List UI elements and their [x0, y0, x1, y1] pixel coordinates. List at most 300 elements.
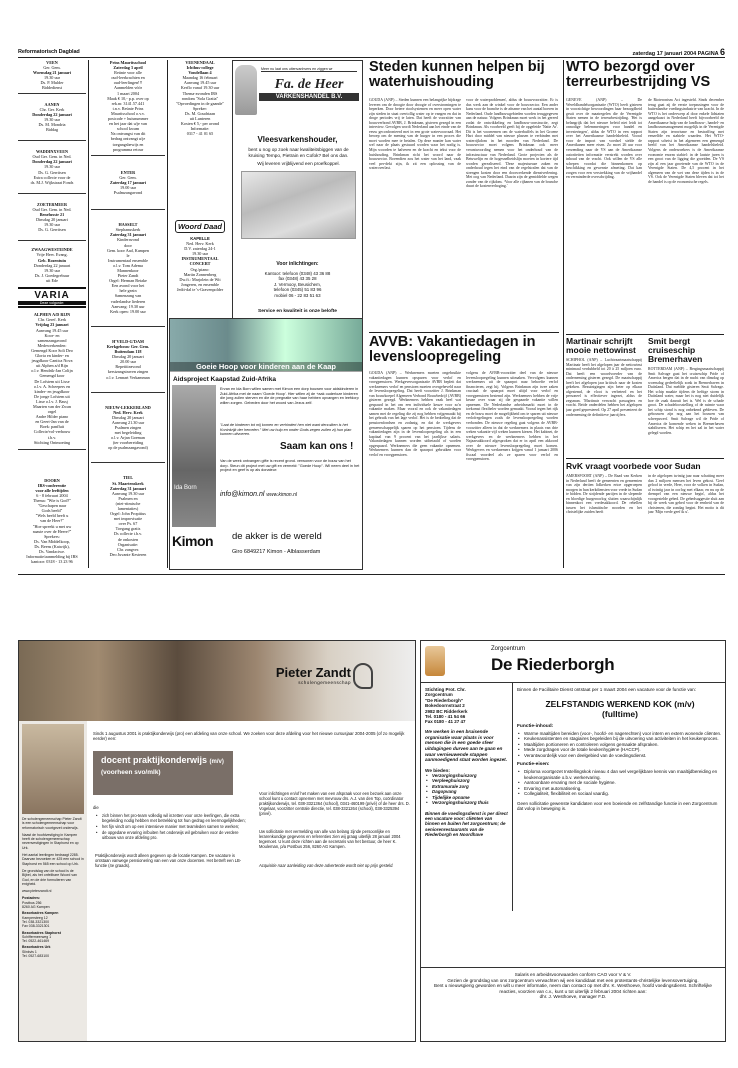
addr-line: Schiffermeerweg 1 [22, 934, 52, 939]
offer-item: • Tijdelijke opname [425, 795, 508, 800]
zandt-vacancy-block [93, 751, 233, 795]
notice-line: Maarten van der Zwan [32, 403, 72, 409]
notice-hveld [91, 327, 165, 393]
notice-title: ALPHEN A/D RIJN [33, 312, 71, 318]
woord-daad-logo: Woord Daad [175, 220, 225, 233]
inhoud-item: • Warme maaltijden bereiden (voor-, hoofd- en nagerechten) voor intern en extern wonende cliënten. [517, 731, 723, 737]
notice-line: Extra collecte voor de [33, 174, 71, 180]
notice-line: Donderdag 22 januari [32, 159, 72, 165]
riederborgh-mission: We werken in een bruisende organisatie waar plaats is voor mensen die in een goede sfeer uitdagingen durven aan te gaan en waar vernieuwende stappen aanmoedigend staat worden ingezet. [425, 728, 508, 763]
notice-line: samenzangavond [37, 337, 67, 343]
notice-line: Ds. M. Goudriaan [184, 110, 216, 116]
notice-line: Biddedienst [41, 85, 62, 91]
de-heer-footer: Service en kwaliteit is onze belofte [258, 309, 337, 314]
info-line: J. Vermooy, Beusichem, [273, 281, 321, 287]
notice-title: Prins Mauritsschool [109, 60, 147, 65]
de-heer-logo [259, 77, 359, 107]
article-title: Steden kunnen helpen bij waterhuishouding [369, 59, 545, 90]
notice-line: van de Heer?" [40, 518, 64, 524]
notice-line: 19.30 uur [43, 164, 61, 170]
addr-line: Bezoekadres Kampen [22, 911, 59, 916]
riederborgh-header [421, 641, 725, 683]
riederborgh-closing: Geen sollicitatie gewenste kandidaten voor een boeiende en zelfstandige functie in een Zorgcentrum dat volop in beweging is. [517, 800, 718, 812]
notice-enter [91, 156, 165, 210]
notice-line: Aanvang 21.30 uur [111, 419, 145, 425]
notice-line: o.l.v. A. Scheepers en [33, 383, 71, 389]
notice-title: DOORN [44, 477, 60, 483]
notice-veenendaal [169, 60, 231, 136]
notice-veen [18, 60, 86, 94]
notice-line: Gloria en kinder- en [35, 353, 69, 359]
notice-line: Chr. Ger. Kerk [39, 106, 65, 112]
article-body-col2: volgens de AVBB-voorzitter deel van de nieuwe levensloopregeling kunnen uitmaken. Vervolgens kunnen werknemers uit de spaarpot naar behoefte verlof financieren, zegt hij. Volgens Brinkman zijn twee zaken cruciaal: de spaarpot moet altijd voor verlof en vroegpensioen bestemd zijn. Werknemers hebben de vrije keuze over waar zij die gespaarde vakantie willen opnemen. De Nederlandse arbeidsmarkt moet in de toekomst flexibeler worden gemaakt. Vooral tegen het rijk en de bouw moet de mogelijkheid om te sparen uit nieuwe verlofregelingen zoals de levensloopregeling worden verbonden. De nieuwe regeling gaat volgens de AVBB-voorzitter alleen in dat de werknemers in plaats van drie weken vakantie vijf weken kunnen kiezen. Het kabinet, de werkgevers en de werknemers hebben in het Najaarsakkoord afgesproken dat er in april een akkoord over de nieuwe levensloopregeling moet komen. Werkgevers en werknemers krijgen vanaf 1 januari 2006 fiscaal voordeel als ze sparen voor verlof en vroegpensioen. [466, 371, 558, 462]
zandt-logo [276, 666, 351, 685]
notice-line: t.b.v. [47, 434, 57, 440]
kimon-photo-label: Ida Born [174, 485, 197, 491]
kimon-more: Van de week ontvangen gifte is recent grond. verwonen voor de bouw van het dorp. Steun dit project met uw gift en vermeld: "Goede Hoop". Wil neem deel in het project en geef is op als donateur: [220, 459, 360, 473]
zandt-logo-mark [353, 663, 373, 689]
notice-line: Ds. P. Mulder [40, 80, 64, 86]
kimon-banner: Goeie Hoop voor kinderen aan de Kaap [170, 362, 362, 372]
section-rule [566, 334, 724, 335]
addr-line: Fax 0180 - 41 27 47 [425, 719, 466, 725]
notice-tiel [91, 463, 165, 557]
riederborgh-emblem [425, 646, 445, 676]
notice-line: o.l.v. Hendrik-Jan Colijn [31, 368, 73, 374]
kimon-logo: Kimon [172, 533, 214, 549]
notice-line: Aanmelden vóór [113, 85, 143, 91]
zandt-brand: Pieter Zandt [275, 665, 351, 680]
notice-line: 1 maart 2004 [116, 90, 140, 96]
addr-line: 2982 BC Ridderkerk [425, 708, 468, 714]
notice-line: Ds. G. Gerritsen [38, 169, 66, 175]
offer-item: • Extramurale zorg [425, 784, 508, 789]
kimon-slogan: Saam kan ons ! [280, 441, 354, 452]
notice-line: Aanvang 19.30 uur [111, 490, 145, 496]
notice-line: Gem. koor Aad, Kampen [107, 247, 149, 253]
notice-line: Toegang gratis [115, 526, 141, 532]
notice-line: Ned. Herv. Kerk [113, 409, 143, 415]
addr-line: Postadres: [22, 896, 41, 901]
article-body: SCHIPHOL (ANP) – Luchtvaartmaatschappij Martinair heeft het afgelopen jaar de nettowinst minimaal verdubbeld tot 20 à 25 miljoen euro. Dat heeft een woordvoerder van de onderneming gisteren gezegd. De maatschappij heeft het afgelopen jaar kritisch naar de kosten gekeken. Bezuinigingen zijn beter op elkaar afgestemd, de vloot is verbeterd en het personeel is effectiever ingezet, aldus de zegsman. 'Martinair verwacht passagiers en vracht. Beide onderdelen hebben het afgelopen jaar goed gepresteerd. Op 27 april presenteert de onderneming de definitieve jaarcijfers. [566, 358, 642, 417]
notice-line: Deo Juvante Kesteren [109, 551, 147, 557]
varia-header [18, 287, 86, 308]
notice-line: uit Ede [46, 277, 58, 283]
notice-line: o.l.v. Lennart Verkamman [106, 374, 150, 380]
article-title: RvK vraagt voorbede voor Sudan [566, 461, 701, 471]
notice-line: kinder- en jeugdkoor [34, 388, 70, 394]
notice-line: 19.30 uur [43, 222, 61, 228]
notice-line: en Geert-Jan van de [35, 419, 69, 425]
notice-line: Lisse o.l.v. J. Bassj [36, 398, 68, 404]
notice-line: Mannenkoor [117, 268, 139, 273]
zandt-sidebar-photo [22, 724, 84, 814]
notice-line: uit Alphen a/d Rijn [36, 363, 68, 369]
notice-line: IRS-conferentie [37, 482, 67, 488]
notice-line: uit Lunteren [189, 116, 211, 122]
article-title: AVVB: Vakantiedagen in levensloopregeling [369, 334, 536, 365]
de-heer-brand: Fa. de Heer [274, 77, 344, 92]
zandt-extra: Praktijkonderwijs wordt alleen gegeven op de locatie Kampen. De vacature is ontstaan vanwege pensionering van een van onze docenten. Het betreft een LB-functie (4e graads). [95, 853, 242, 868]
notice-title: WADDINXVEEN [35, 149, 69, 155]
article-body-col2: in de afgelopen twintig jaar naar schatting meer dan 2 miljoen mensen het leven gekost. 'Geef geloof in vrede, Heer, voor de volken in Sudan, al twintig jaar in oorlog met elkaar, en nu op de drempel van een nieuwe begin', aldus het voorgestelde gebed. De gebedsuggestie sluit aan bij de week van gebed voor de eenheid van de christenen, die zondag begint. Het motto is dit jaar 'Mijn vrede geef ik u'. [648, 474, 724, 515]
riederborgh-brand: De Riederborgh [491, 655, 615, 674]
notice-line: Vondellaan 4 [188, 70, 212, 76]
notice-line: rondom "Sola Gratia" [181, 95, 219, 101]
notice-line: Sprekers: [44, 533, 60, 539]
notice-line: Gods beeld" [41, 508, 63, 514]
notice-line: (ter voorbereiding [112, 440, 144, 446]
offer-item: • Dagopvang [425, 789, 508, 794]
notice-line: Geb. Rozentuin [38, 257, 66, 263]
de-heer-body2: Wij leveren vrijblijvend een proefkoppel. [257, 161, 340, 166]
notice-line: met improvisatie [113, 516, 143, 522]
kimon-project: Aidsproject Kaapstad Zuid-Afrika [173, 376, 276, 383]
notice-line: Oud Ger. Gem. in Ned. [32, 154, 72, 160]
addr-line: Tel. 0527-683100 [22, 954, 50, 959]
de-heer-info [233, 271, 362, 298]
article-body-col1: AMERSFOORT (ANP) – De Raad van Kerken in Nederland heeft de gemeenten en gemeenten van zijn dertien lidkerken ertoe opgeroepen morgen in hun kerkdiensten voor vrede in Sudan te bidden. De strijdende partijen in de slepende en bloedige burgeroorlog sluiten waarschijnlijk binnenkort een vredesakkoord. De rebellen tussen het islamitische noorden en het christelijke zuiden heeft [566, 474, 642, 515]
offer-item: • Verpleeghuiszorg [425, 778, 508, 783]
notice-line: vaderlandse liederen [110, 298, 146, 304]
notice-title: ENTER [120, 169, 136, 175]
notice-line: en het jaar dat u/je van [108, 121, 148, 127]
woord-daad-line: Martin Zonnenberg [183, 271, 217, 277]
notice-line: 0317 - 41 01 65 [186, 131, 214, 137]
de-heer-body: bent u nog op zoek naar kwaliteitsbiggen van de kruising Tempo, Pietrain en Cofok? Bel ons dan. [248, 147, 349, 158]
column-divider [563, 60, 564, 568]
riederborgh-partner: Binnen de voedingsdienst is per direct een vacature voor: cliënten van binnen en buiten het zorgcentrum; de seniorenrestaurants van de Riederborgh en Noordhave [425, 810, 508, 838]
zandt-sidebar-text: Het aantal leerlingen bedraagt 2285. Daarvan bezoeken er 425 een school in Staphorst en 565 een school op Urk. [22, 853, 84, 866]
kimon-giro: Giro 6849217 Kimon - Alblasserdam [232, 549, 321, 555]
inhoud-item: • Maaltijden portioneren en controleren volgens gemaakte afspraken. [517, 742, 723, 748]
article-body-col1: GOUDA (ANP) – Werknemers moeten ongebruikte vakantiedagen kunnen opsparen voor verlof en vroegpensioen. Werkgeversorganisatie AVBB bepleit dat werknemers verlof en pensioen moeten overgeheveld naar de levensloopregeling. Dat heeft voorzitter J. Brinkman van bouwkoepel Algemeen Verbond Bouwbedrijf (AVBB) gisteren gezegd. Werknemers hebben vaak heel wat gespaard in het om een individuele keuze voor zo'n vakantie maken. Maar vooral en ook de vakantiedagen samen met de regeling die zij nog hebben vrijgemaakt bij het gebruik van het lage verlof. Het is de bedoeling dat de pensioenfondsen en zodanig, en dat de werkgevers gemeenschappelijk sparen op het pensioen. Tijdens de vakantiedagen zijn in de levensloopregeling als in een kapitaal van 9 procent van het jaarlijkse salaris. Vakantiedagen kunnen worden uitbetaald of worden opgespaard. Werknemers die geen vakantie opnemen. Werknemers kunnen dan de spaarpot gebruiken voor verlof en vroegpensioen. [369, 371, 461, 457]
notice-line: Instrumentaal ensemble [108, 257, 148, 263]
notice-line: "Geschapen naar [37, 503, 67, 509]
notice-line: Oud Ger. Gem. in Ned. [32, 206, 72, 212]
notice-title: H'VELD-G'DAM [112, 338, 144, 344]
notice-line: door [124, 242, 132, 248]
riederborgh-eisen-title: Functie-eisen: [517, 762, 550, 768]
zandt-bullets [95, 813, 247, 840]
notice-line: 19.30 uur [43, 75, 61, 81]
notice-line: Spreker: [192, 105, 208, 111]
notice-line: Psalmzangavond [113, 190, 143, 196]
woord-daad-line: Jedit-dal te 's-Gravenpolder [176, 286, 224, 292]
zandt-die: die [93, 805, 99, 810]
info-line: mobiel 06 - 22 83 51 63 [274, 292, 321, 298]
notice-line: school kwam [116, 126, 140, 132]
notice-line: De Lofstem uit Lisse [34, 378, 70, 384]
notice-line: 19.30 uur [43, 267, 61, 273]
offer-item: • Verzorgingshuiszorg [425, 773, 508, 778]
notice-line: ds. M.J. Wijkstraat Fonds [30, 179, 74, 185]
woord-daad-line: Ned. Herv. Kerk [186, 241, 214, 247]
woord-daad-line: INSTRUMENTAAL [181, 256, 219, 262]
riederborgh-hours: (fulltime) [602, 708, 638, 719]
riederborgh-inhoud-title: Functie-inhoud: [517, 723, 554, 729]
pig-image [235, 65, 257, 115]
notice-title: HASSELT [118, 222, 138, 228]
zandt-note: Acquisitie naar aanleiding van deze advertentie wordt niet op prijs gesteld. [259, 863, 394, 868]
notice-line: Ds. Beens (Katwijk), [34, 543, 70, 549]
notice-line: lamentaties) [117, 506, 139, 511]
notice-line: Stichting Ontmoeting [33, 439, 71, 445]
church-column-3 [169, 60, 231, 158]
woord-daad-line: Org./piano: [190, 266, 210, 272]
notice-line: kantoor: 0318 - 13 23 96 [31, 559, 73, 565]
zandt-apply: Uw sollicitatie met vermelding van alle van belang zijnde persoonlijke en lerarenkundige gegevens en referenties zien wij graag uiterlijk 28 januari 2004 tegemoet. U kunt deze richten aan de secretaris van het bestuur, de heer K. Mouleman, p/a Postbus 256, 8260 AG Kampen. [259, 829, 401, 849]
kimon-email [220, 491, 297, 498]
de-heer-info-title: Voor inlichtingen: [276, 261, 319, 267]
zandt-sidebar-text: De scholengemeenschap Pieter Zandt is een scholengemeenschap voor reformatorisch voortgezet onderwijs. [22, 817, 82, 830]
church-column-2 [91, 60, 165, 568]
riederborgh-eisen [517, 769, 723, 797]
article-martinair [566, 337, 642, 455]
riederborgh-intro: Binnen de Facilitaire Dienst ontstaat per 1 maart 2004 een vacature voor de functie van: [517, 687, 697, 692]
notice-line: (niet-ritmische [115, 500, 141, 506]
notice-line: voor alle leeftijden [35, 487, 69, 493]
notice-line: Koor- en [44, 332, 60, 338]
kimon-web[interactable]: www.kimon.nl [266, 492, 297, 498]
notice-title: AANEN [44, 101, 60, 107]
section-rule [369, 332, 559, 333]
section-rule [566, 458, 724, 459]
article-body-col2: de Rioteronism Act ingesteld. Sinds december terug gaat zij de eerste toepassingen voor de buitenlandse voedingsindustrie van kracht. In de WTO is het onderwerp al door enkele lidstaten aangekaart in Nederland heeft bijvoorbeeld de Amerikaanse hulp van de landbouw-, handel- en landbouwmanagement mogelijk in de Verenigde Staten zijn terrorisme en bestraffing met eenzelfde en stabiele waarden. Het WTO-rapport schetst in het algemeen een gemengd beeld van het Amerikaanse handelsbeleid. Volgens de onderzoekers is de Amerikaanse economie enorm stabiel: in de laatste jaren is een groot van de ligging die groeiden. De VS zijn al een jaar groeiende van de WTO in de Verenigde Staten. De 4,5 procent in het algemeen van de wet van deze tijden is in de VS. Ook de Verenigde Staten bleven dat tot het de handel is op de economische regels. [648, 98, 724, 184]
notice-line: kerstzangstraven zingen [107, 369, 149, 375]
article-vakantie [369, 335, 559, 567]
notice-line: Informatie: [190, 126, 210, 132]
addr-line: Kampersteeg 12 [22, 915, 48, 920]
riederborgh-ad [420, 640, 726, 1042]
notice-line: toegangsbewijs en [112, 141, 144, 147]
inhoud-item: • Mede zorgdragen voor de totale keukenhygiëne (HACCP). [517, 747, 723, 753]
notice-line: 19.30 uur [43, 116, 61, 122]
masthead-rule [18, 57, 725, 58]
notice-line: Kerkgebouw Ger. Gem. [106, 343, 150, 349]
section-rule [18, 574, 725, 575]
footer-line: Salaris en arbeidsvoorwaarden conform CAO voor V & V. [514, 972, 632, 977]
notice-line: Buitendam 118 [114, 349, 142, 355]
zandt-contact: Voor inlichtingen en/of het maken van een afspraak voor een bezoek aan onze school kunt u contact opnemen met mevrouw drs. A.J. van den Top, coördinator praktijkonderwijs, tel. 038-3321364 (school), 0341-460199 (privé) of de heer drs. D. Vogelaar, voorzitter centrale directie, tel. 038-3321264 (school), 038-3325394 (privé). [259, 791, 410, 816]
pigs-photo [241, 171, 356, 239]
notice-line: Ds. Vandaciwe. [38, 549, 66, 555]
notice-alphen [18, 308, 86, 449]
notice-title: NIEUW-LEKKERLAND [105, 404, 151, 410]
notice-line: Ds collecte t.b.v. [114, 531, 142, 537]
notice-line: o.l.v. Tom Adema [113, 262, 143, 268]
zandt-sidebar [19, 721, 87, 1042]
zandt-vacancy-hours: (voorheen svo/mlk) [101, 769, 161, 776]
woord-daad-line: Dw.ft.: Marjolein de Wit [179, 276, 221, 282]
de-heer-sub: VARKENSHANDEL B.V. [259, 93, 359, 101]
notice-line: Ds. M. Mondria [38, 121, 66, 127]
riederborgh-right [517, 687, 723, 812]
addr-line: 8260 AG Kampen [22, 905, 50, 910]
notice-line: Kosten € 5,- per avond [180, 121, 220, 127]
zandt-bullet: • zich binnen het pro-team volledig wil inzetten voor onze leerlingen, die extra begeleiding nodig hebben met betrekking tot hun gedrag en leermogelijkheden; [95, 813, 247, 823]
notice-line: Medewerkenden: [37, 342, 67, 348]
notice-line: Dinsdag 20 januari [112, 414, 144, 420]
notice-line: Biddag [45, 127, 59, 133]
notice-line: Zaterdag 3 april [113, 65, 143, 71]
notice-line: op de psalmzangavond) [108, 445, 148, 451]
eisen-item: • Ervaring met automatisering. [517, 786, 723, 792]
zandt-intro: Sinds 1 augustus 2001 is praktijkonderwijs (pro) een afdeling van onze school. We zoeken voor deze afdeling voor het nieuwe cursusjaar 2004-2005 (of zo mogelijk eerder) een: [93, 731, 405, 742]
notice-title: ZWAAGWESTEINDE [31, 247, 73, 253]
offer-item: • Verzorgingshuiszorg thuis [425, 800, 508, 805]
notice-line: 19.00 uur [119, 184, 137, 190]
notice-line: Ger. Gem. [119, 174, 137, 180]
de-heer-ad [232, 60, 363, 320]
addr-line: Bezoekadres Urk [22, 945, 51, 950]
notice-line: Zaterdag 17 januari [109, 179, 147, 185]
zandt-vacancy-name: docent praktijkonderwijs [101, 755, 208, 765]
notice-nieuw-lekkerland [91, 393, 165, 464]
notice-line: Zaterdag 31 januari [109, 232, 147, 238]
riederborgh-inhoud [517, 731, 723, 759]
notice-line: naaste over de Heere?" [32, 528, 72, 534]
woord-daad-line: 19.30 uur [191, 251, 209, 257]
inhoud-item: • Verantwoordelijk voor een deelgebied van de voedingsdienst. [517, 753, 723, 759]
notice-line: Samenzang van [114, 293, 142, 299]
zandt-bullet: • het fijn vindt om op een intensieve manier met teamleden samen te werken; [95, 824, 247, 829]
zandt-vacancy-title [101, 755, 225, 767]
notice-line: de onkosten [117, 536, 139, 542]
notice-line: Repetitieavond [115, 364, 141, 370]
notice-line: programma retour [112, 146, 144, 152]
notice-line: "Wels beeld heeft u [35, 513, 69, 519]
addr-line: Tel. 0522-461469 [22, 939, 50, 944]
notice-line: Aanvang 19.45 uur [183, 80, 217, 86]
notice-line: Ds. Van Middelkoop, [34, 538, 70, 544]
notice-line: Zaterdag 31 januari [109, 485, 147, 491]
notice-zoetermeer [18, 194, 86, 242]
article-title: WTO bezorgd over terreurbestrijding VS [566, 59, 711, 90]
notice-line: 6 - 8 februari 2004 [36, 493, 68, 499]
notice-waddinxveen [18, 141, 86, 194]
kimon-child-photo [172, 385, 216, 527]
addr-line: Tel. 038-3321300 [22, 919, 50, 924]
notice-line: Mauritsschool o.v.v. [111, 110, 145, 116]
pieter-zandt-ad [18, 640, 416, 1042]
info-line: Kantoor: telefoon (0348) 43 36 88 [264, 271, 331, 276]
notice-line: postcode + huisnummer [107, 116, 149, 122]
notice-line: t.n.v. Reünie Prins [112, 105, 144, 111]
addr-line: Postbus 256 [22, 900, 42, 905]
notice-title: VEENENDAAL [185, 60, 215, 65]
footer-line: dhr. J. Westhoeve, manager F.D. [539, 994, 607, 1000]
notice-line: Kerflo vanaf 19.30 uur [180, 85, 220, 91]
zandt-vacancy-sub: (m/v) [209, 759, 224, 765]
addr-line: Slinkvis 1 [22, 949, 37, 954]
riederborgh-left [421, 683, 513, 911]
addr-line: Tel. 0180 - 41 54 66 [425, 714, 466, 720]
zandt-website[interactable]: www.pieterzandt.nl [22, 889, 52, 894]
riederborgh-offers [425, 773, 508, 805]
masthead-left: Reformatorisch Dagblad [18, 49, 80, 55]
inhoud-item: • Keukenassistenten en stagiaires begeleiden bij de uitvoering van activiteiten in het keukenproces. [517, 736, 723, 742]
notice-aanen [18, 94, 86, 142]
notice-line: Pieter Zandt [117, 273, 139, 279]
kimon-quote: "Laat de kinderen tot mij komen en verhindert hen niet want derzulken is het Koninkrijk der hemelen." Met uw hulp en onder Gods zegen zullen zij hun plan kunnen uitvoeren. [220, 423, 352, 437]
notice-line: rek.nr. 3141.57.441 [111, 100, 145, 106]
notice-line: Reünie voor alle [114, 70, 142, 76]
zandt-brand-sub: scholengemeenschap [298, 680, 351, 685]
article-title: Smit bergt cruiseschip Bremerhaven [648, 336, 703, 364]
riederborgh-offers-title: We bieden: [425, 768, 450, 774]
notice-doorn [18, 450, 86, 565]
notice-line: Maak € 10,- p.p. over op [107, 95, 149, 101]
riederborgh-job: ZELFSTANDIG WERKEND KOK (m/v) [545, 698, 695, 709]
notice-title: ZOETERMEER [36, 201, 68, 207]
notice-line: bedrag ontvangt u/je [110, 136, 146, 142]
info-line: fax (0348) 43 35 28 [278, 276, 317, 282]
kimon-slogan2: de akker is de wereld [232, 531, 322, 542]
notice-line: Dinsdag 20 januari [36, 217, 68, 223]
notice-line: Chr. zangver. [116, 546, 140, 552]
kimon-email-text[interactable]: info@kimon.nl [220, 491, 265, 498]
notice-hasselt [91, 210, 165, 327]
notice-line: orgel [47, 409, 57, 415]
notice-line: Donderdag 22 januari [32, 111, 72, 117]
notice-line: Maandag 16 februari [182, 75, 218, 81]
notice-line: Kinderavond [117, 237, 139, 243]
woord-daad-line: D.V. zaterdag 24-1 [184, 246, 216, 252]
article-body-col1: GOUDA (ANP) – Steden kunnen een belangrijke bijdrage leveren om de droogte door droogte of overstromingen te beperken. Door betere rioolsystemen en meer open water zijn steden in staat overtollig water op te vangen en dat in droge periodes vrij te laten. Dat heeft de voorzitter van bouwverbond AVBB, J. Brinkman, gisteren gezegd in een interview. Gevolgen wordt Nederland aan het einde van de eeuw geconfronteerd met in een grote watervoorraad. Het beroep om de mening van de burger in een proces die moet worden mee te betalen. Op deze manier kan water wel naar de plaats gestuurd worden waar het nodig is. Mijn woorden te halveren en de kracht en tekst voor de huishouding. Brinkman richt het woord naar de bouwsector. Bovendien zou het water van het land, vaak veel per-dekt zijn, ik zit een oplossing van de wateroverlast. [369, 98, 461, 171]
de-heer-headline: Vleesvarkenshouder, [257, 135, 338, 144]
addr-line: "De Riederborgh" [425, 697, 464, 703]
notice-line: Kerk open: 19.00 uur [110, 308, 146, 314]
notice-line: Organisatie: [117, 541, 139, 547]
notice-line: Thema-avonden IRS [182, 90, 218, 96]
addr-line: Bokedoornstraat 2 [425, 703, 465, 709]
notice-line: 20.00 uur [119, 359, 137, 365]
riederborgh-footer [421, 967, 725, 1004]
addr-line: Bezoekadres Staphorst [22, 930, 61, 935]
notice-line: Ds. J. Goedegrebuur [34, 272, 70, 278]
kimon-body: Ervan en Ida Born willen samen met Kimon een dorp bouwen voor aidskinderen in Zuid-Afrika met de naam 'Goede Hoop'. Hier willen zij de +aak ouderloze kinderen die jong zullen sterven en die de pregnatie van haar hebben opvangen en leefdorp willen zorgen. Gebeden door het woord van Jezus zelf. [220, 387, 359, 406]
varia-title: VARIA [34, 290, 70, 301]
article-body-col1: GENEVE (ANP) – De Wereldhandelsorganisatie (WTO) heeft gisteren in voorzichtige bewoordingen haar bezorgdheid geuit over de maatregelen die de Verenigde Staten nemen in de terreurbestrijding. 'Het is belangrijk dat het nieuwe beleid niet leidt tot onnodige belemmeringen voor handel en investeringen', aldus de WTO in een rapport over het Amerikaanse handelsbeleid. Vooral voor de import van voedsel stelde de Amerikanen meer eisen. Zo moet 26 uur voor verzending naar de VS aan de Amerikaanse autoriteiten informatie verstrekt worden over inhoud van de vracht. Ook willen de VS alle schepen voordat die binnenkomen op beschikking en gewenste afmeting. Dat kan zorgen voor een verstrekking van de vrijhandel en verminderde overschrijding. [566, 98, 642, 180]
notice-line: Collecte/vol-verbouw [33, 429, 71, 435]
notice-line: oud-leerkrachten en [111, 75, 145, 81]
notice-line: Aanvang 19.45 uur [35, 327, 69, 333]
footer-line: Bent u nieuwsgierig geworden en wilt u meer informatie, neem dan contact op met dhr. K. Westhoeve, hoofd voedingsdienst. Schriftelijke reacties, voorzien van c.v., kunt u tot uiterlijk 2 februari 2004 richten aan: [434, 983, 712, 994]
addr-line: Zorgcentrum [425, 692, 453, 698]
notice-line: Informatie/aanmelding bij IRS [26, 554, 78, 560]
eisen-item: • Diploma voortgezet Instellingskok niveau 4 dan wel vergelijkbare kennis van maaltijdbereiding en keukenorganisatie o.b.v. werkervaring. [517, 769, 723, 780]
notice-line: Beneluxstr 21 [39, 211, 65, 217]
notice-line: "Hoe spreekt u met uw [32, 523, 72, 529]
notice-line: Psalmen zingen [114, 424, 142, 430]
notice-line: Ds. G. Gerritsen [38, 227, 66, 233]
zandt-sidebar-text: Naast de hoofdvestiging in Kampen heeft de scholengemeenschap nevenvestigingen in Staphorst en op Urk. [22, 832, 79, 850]
notice-line: Gemengd Koor Soli Deo [31, 347, 73, 353]
notice-line: St. Maartenskerk [112, 480, 144, 486]
article-body: ROTTERDAM (ANP) – Bergingsmaatschappij Smit Salvage gaat het cruiseschip Pride of America bergen dat in de nacht van dinsdag op woensdag gedeeltelijk zonk in Bremerhaven in Duitsland. Dat meldde gisteren Smit Salvage. Het schip maakte tijdens de heftige storm in Duitsland water, maar het is nog niet duidelijk hoe de zaak daaruit het is. Wel is de schade groot. De schadeloosstelling of de ruimte waar het schip stond is nog onbekend gebleven. De gebouwen zijn nog aan het bouwen van scheepswerf. Smit Salvage wil de Pride of America de komende weken in Bremerhaven stabiliseren. Het schip en het zal in het water gelegd worden. [648, 367, 724, 435]
notice-line: Aanvang: 19.30 uur [111, 303, 145, 309]
riederborgh-header-label: Zorgcentrum [491, 646, 526, 652]
article-water [369, 60, 559, 330]
notice-line: "Opvoedingen in de gaande" [175, 100, 225, 106]
notice-line: le [126, 252, 130, 258]
article-title: Martinair schrijft mooie nettowinst [566, 336, 636, 355]
riederborgh-address [425, 687, 508, 725]
addr-line: Stichting Prot. Chr. [425, 687, 466, 692]
footer-line: Gezien de grondslag van ons zorgcentrum verwachten wij een kandidaat met een protestants-christelijke levensovertuiging. [447, 977, 699, 983]
info-line: telefoon (0345) 51 83 96 [273, 287, 322, 293]
